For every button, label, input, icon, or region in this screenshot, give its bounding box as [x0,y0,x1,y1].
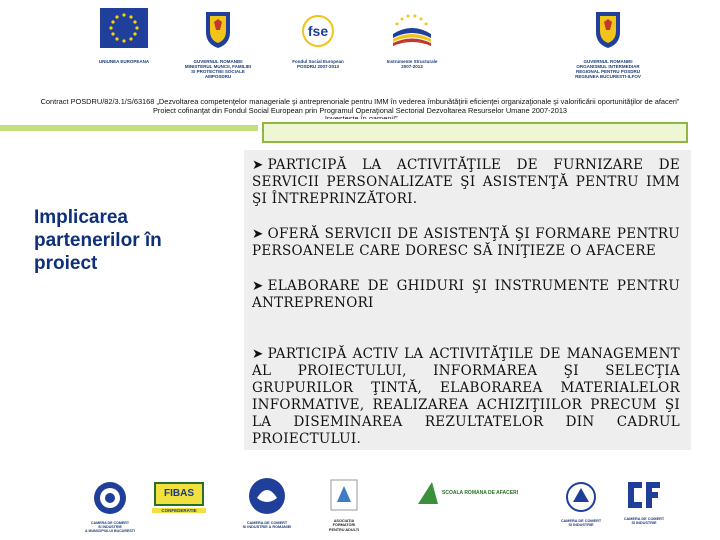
fse-logo-icon [297,14,339,48]
bullet-text: PARTICIPĂ ACTIV LA ACTIVITĂŢILE DE MANAGEMENT AL PROIECTULUI, INFORMAREA ŞI SELECŢIA GRUPURILOR ŢINTĂ, ELABORAREA MATERIALELOR INFORMATIVE, REALIZAREA ACHIZIŢIILOR PRECUM ŞI LA DISEMINAREA REZULTATELOR DIN CADRUL PROIECTULUI. [252,346,680,447]
contract-line-1: Contract POSDRU/82/3.1/S/63168 „Dezvoltarea competenţelor manageriale şi antreprenoriale pentru IMM în vederea îmbunătăţirii eficienţei organizaţionale şi valorificării oportunităţilor de afaceri” [40,97,680,106]
arrow-bullet-icon: ➤ [252,346,264,362]
cfe-emblem-icon [622,478,666,512]
bullet-item [252,226,680,260]
scoala-label: SCOALA ROMANA DE AFACERI [442,490,519,496]
contract-line-2: Proiect cofinanţat din Fondul Social European prin Programul Operaţional Sectorial Dezvoltarea Resurselor Umane 2007-2013 [152,105,568,115]
fibas-label: FIBAS [164,488,194,499]
bullet-item [252,278,680,312]
ccib-emblem-icon [92,480,128,516]
ccib-logo [80,480,140,534]
eu-flag-icon [100,8,148,48]
page-title: Implicarea partenerilor în proiect [34,207,162,274]
scoala-emblem-icon [414,478,519,508]
cfe-caption: CAMERA DE COMERT SI INDUSTRIE [623,517,665,526]
cmc-caption: CAMERA DE COMERT SI INDUSTRIE [560,519,602,528]
bullet-text: OFERĂ SERVICII DE ASISTENŢĂ ŞI FORMARE PENTRU PERSOANELE CARE DORESC SĂ INIŢIEZE O AFACERE [252,226,680,259]
ccir-caption: CAMERA DE COMERT SI INDUSTRIE A ROMANIEI [242,521,292,530]
cmc-emblem-icon [561,480,601,514]
oi-caption: GUVERNUL ROMANIEI ORGANISMUL INTERMEDIAR REGIONAL PENTRU POSDRU REGIUNEA BUCURESTI-ILFOV [575,59,641,79]
ministry-logo [178,10,258,79]
bullet-item [252,157,680,208]
romania-coat-of-arms-icon [203,10,233,50]
asociatie-logo [314,476,374,532]
instrumente-logo [372,10,452,69]
eu-caption: UNIUNEA EUROPEANA [98,59,150,64]
asociatie-caption: ASOCIATIA FORMATORI PENTRU ADULTI [328,519,360,532]
fse-caption: Fondul Social European POSDRU 2007-2013 [292,59,344,69]
band-bar-left [0,125,258,131]
ministry-caption: GUVERNUL ROMANIEI MINISTERUL MUNCII, FAMILIEI SI PROTECTIEI SOCIALE AMPOSDRU [184,59,252,79]
green-header-box [262,122,688,143]
svg-text:fse: fse [307,23,329,39]
fibas-logo [152,482,206,513]
partner-logos [0,472,720,540]
arrow-bullet-icon: ➤ [252,157,264,173]
ccib-caption: CAMERA DE COMERT SI INDUSTRIE A MUNICIPIULUI BUCURESTI [85,521,135,534]
fibas-box [154,482,204,506]
fibas-caption: CONFEDERATIE [152,508,206,513]
cmc-logo [548,480,614,528]
ccir-logo [230,476,304,530]
bullet-item [252,346,680,448]
romania-coat-of-arms-icon [593,10,623,50]
fse-logo [278,14,358,69]
ccir-emblem-icon [247,476,287,516]
asociatie-emblem-icon [327,476,361,514]
oi-logo [560,10,656,79]
bullet-list [252,157,680,466]
instrumente-caption: Instrumente Structurale 2007-2013 [386,59,438,69]
arrow-bullet-icon: ➤ [252,278,264,294]
bullet-text: ELABORARE DE GHIDURI ŞI INSTRUMENTE PENTRU ANTREPRENORI [252,278,680,311]
bullet-text: PARTICIPĂ LA ACTIVITĂŢILE DE FURNIZARE DE SERVICII PERSONALIZATE ŞI ASISTENŢĂ PENTRU IMM ŞI ÎNTREPRINZĂTORI. [252,157,680,207]
structural-instruments-icon [389,10,435,50]
scoala-logo [410,478,519,513]
eu-logo [84,8,164,64]
cfe-logo [616,478,672,526]
arrow-bullet-icon: ➤ [252,226,264,242]
